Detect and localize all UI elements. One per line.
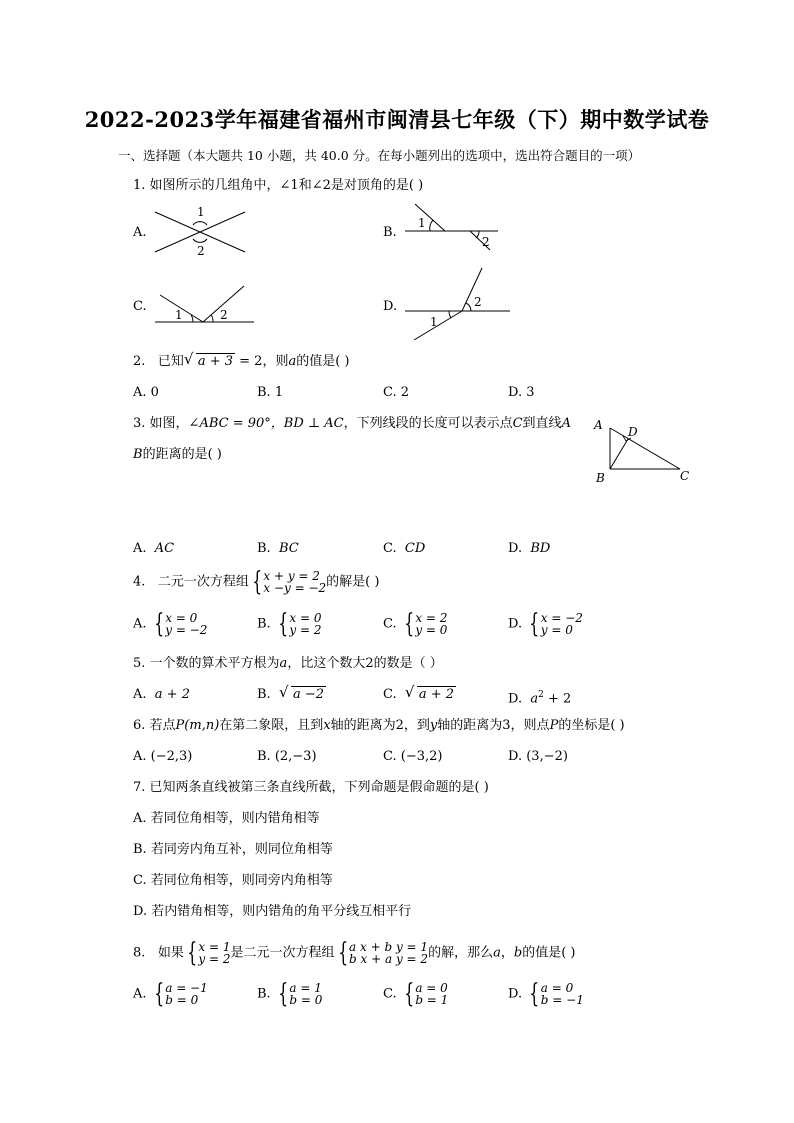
q3-condition: ∠ABC = 90°，BD ⊥ AC	[188, 416, 344, 431]
q5-var: a	[279, 656, 288, 671]
q1-figure-c	[150, 280, 260, 330]
q8-text-post1: 的解，那么	[428, 945, 494, 961]
q6-stem	[133, 717, 625, 735]
q1d-angle-1-label: 1	[430, 315, 438, 329]
q2-option-b[interactable]: B. 1	[257, 385, 284, 400]
q1-option-d-label: D.	[383, 299, 398, 314]
q8-var-a: a	[493, 945, 501, 961]
q8-option-b[interactable]: B. { a = 1 b = 0	[257, 979, 323, 1009]
q8-text-post2: 的值是( )	[522, 945, 576, 961]
q5-option-b[interactable]: B. √ a −2	[257, 683, 324, 702]
q2-option-c[interactable]: C. 2	[383, 385, 410, 400]
q4-option-b[interactable]: B. { x = 0 y = 2	[257, 609, 322, 639]
q3-text-tail: 的距离的是( )	[142, 447, 222, 462]
q3-text-post: 到直线	[522, 416, 562, 431]
q3-stem-line2	[133, 446, 222, 464]
q8-comma: ，	[500, 945, 514, 961]
q5-text-pre: 5. 一个数的算术平方根为	[133, 656, 280, 671]
q1c-angle-2-label: 2	[220, 308, 228, 322]
q7-option-d[interactable]: D. 若内错角相等，则内错角的角平分线互相平行	[133, 904, 412, 919]
q3-text-mid: ，下列线段的长度可以表示点	[343, 416, 513, 431]
q4-stem	[133, 569, 379, 595]
q1-option-b-label: B.	[383, 225, 397, 240]
q2-text-post: = 2，则	[235, 354, 289, 369]
q8-stem	[133, 940, 575, 966]
q1b-angle-1-label: 1	[418, 216, 426, 230]
q4-option-c[interactable]: C. { x = 2 y = 0	[383, 609, 448, 639]
q1-figure-b	[400, 200, 510, 260]
q1a-angle-2-label: 2	[197, 244, 205, 258]
q2-option-d[interactable]: D. 3	[508, 385, 535, 400]
q6-option-d[interactable]: D. (3,−2)	[508, 749, 568, 764]
q8-option-d[interactable]: D. { a = 0 b = −1	[508, 979, 584, 1009]
q4-equation-system: { x + y = 2 x −y = −2	[252, 567, 327, 597]
q1-figure-a	[150, 200, 260, 260]
q8-option-c[interactable]: C. { a = 0 b = 1	[383, 979, 449, 1009]
q2-option-a[interactable]: A. 0	[133, 385, 159, 400]
q3-fig-label-d: D	[628, 425, 638, 439]
q8-equation-system: { a x + b y = 1 b x + a y = 2	[337, 938, 429, 968]
q8-solution-system: { x = 1 y = 2	[187, 938, 231, 968]
q8-var-b: b	[513, 945, 523, 961]
q7-stem: 7. 已知两条直线被第三条直线所截，下列命题是假命题的是( )	[133, 780, 489, 795]
q8-number: 8.	[133, 945, 146, 961]
q4-number: 4.	[133, 574, 146, 590]
q2-radical: √ a + 3	[183, 350, 234, 369]
q1b-angle-2-label: 2	[482, 235, 490, 249]
section-heading: 一、选择题（本大题共 10 小题，共 40.0 分。在每小题列出的选项中，选出符合题目的一项）	[118, 148, 641, 163]
q5-text-post: ，比这个数大2的数是（ ）	[287, 656, 443, 671]
q1-stem: 1. 如图所示的几组角中，∠1和∠2是对顶角的是( )	[133, 178, 424, 193]
q6-x-axis: x	[323, 718, 331, 733]
q4-option-a[interactable]: A. { x = 0 y = −2	[133, 609, 208, 639]
q3-triangle-figure	[588, 414, 698, 489]
q2-radicand: a + 3	[197, 354, 234, 369]
q3-point-c: C	[512, 416, 523, 431]
q5-option-a[interactable]: A. a + 2	[133, 687, 190, 702]
q8-text-pre: 如果	[157, 945, 184, 961]
q6-text-pre: 6. 若点	[133, 718, 176, 733]
q6-text-post: 的坐标是( )	[558, 718, 625, 733]
q6-point-p: P	[549, 718, 559, 733]
q3-option-d[interactable]: D. BD	[508, 541, 551, 556]
q1-option-c-label: C.	[133, 299, 147, 314]
q1d-angle-2-label: 2	[474, 295, 482, 309]
q3-point-a: A	[561, 416, 571, 431]
q1a-angle-1-label: 1	[197, 205, 205, 219]
q6-y-axis: y	[429, 718, 438, 733]
q2-number: 2.	[133, 354, 146, 369]
q2-text-tail: 的值是( )	[296, 354, 350, 369]
q1-figure-d	[400, 264, 515, 344]
q5-stem	[133, 655, 443, 673]
q3-fig-label-c: C	[680, 469, 690, 483]
q1c-angle-1-label: 1	[175, 308, 183, 322]
q3-option-b[interactable]: B. BC	[257, 541, 299, 556]
q6-text-mid3: 轴的距离为3，则点	[437, 718, 550, 733]
q3-point-b: B	[133, 447, 143, 462]
q3-option-c[interactable]: C. CD	[383, 541, 426, 556]
q8-option-a[interactable]: A. { a = −1 b = 0	[133, 979, 208, 1009]
q6-text-mid2: 轴的距离为2，到	[330, 718, 430, 733]
q6-point: P(m,n)	[175, 718, 220, 733]
q7-option-b[interactable]: B. 若同旁内角互补，则同位角相等	[133, 842, 333, 857]
q5-option-d[interactable]: D. $a^2 + 2$	[508, 690, 572, 707]
q3-text-pre: 3. 如图，	[133, 416, 189, 431]
q4-text-pre: 二元一次方程组	[157, 574, 249, 590]
q6-text-mid1: 在第二象限，且到	[219, 718, 324, 733]
q8-text-mid: 是二元一次方程组	[230, 945, 335, 961]
page-title: 2022-2023学年福建省福州市闽清县七年级（下）期中数学试卷	[84, 107, 710, 132]
q3-fig-label-b: B	[596, 471, 605, 485]
q5-option-c[interactable]: C. √ a + 2	[383, 683, 455, 702]
q3-fig-label-a: A	[594, 418, 603, 432]
q3-option-a[interactable]: A. AC	[133, 541, 175, 556]
q2-stem	[133, 350, 350, 371]
q7-option-a[interactable]: A. 若同位角相等，则内错角相等	[133, 811, 320, 826]
q6-option-a[interactable]: A. (−2,3)	[133, 749, 193, 764]
q2-text-pre: 已知	[157, 354, 184, 369]
q2-var: a	[288, 354, 297, 369]
q6-option-c[interactable]: C. (−3,2)	[383, 749, 443, 764]
q3-stem-line1	[133, 415, 571, 433]
q4-text-post: 的解是( )	[326, 574, 380, 590]
q4-option-d[interactable]: D. { x = −2 y = 0	[508, 609, 583, 639]
q7-option-c[interactable]: C. 若同位角相等，则同旁内角相等	[133, 873, 333, 888]
q6-option-b[interactable]: B. (2,−3)	[257, 749, 317, 764]
q1-option-a-label: A.	[133, 225, 147, 240]
